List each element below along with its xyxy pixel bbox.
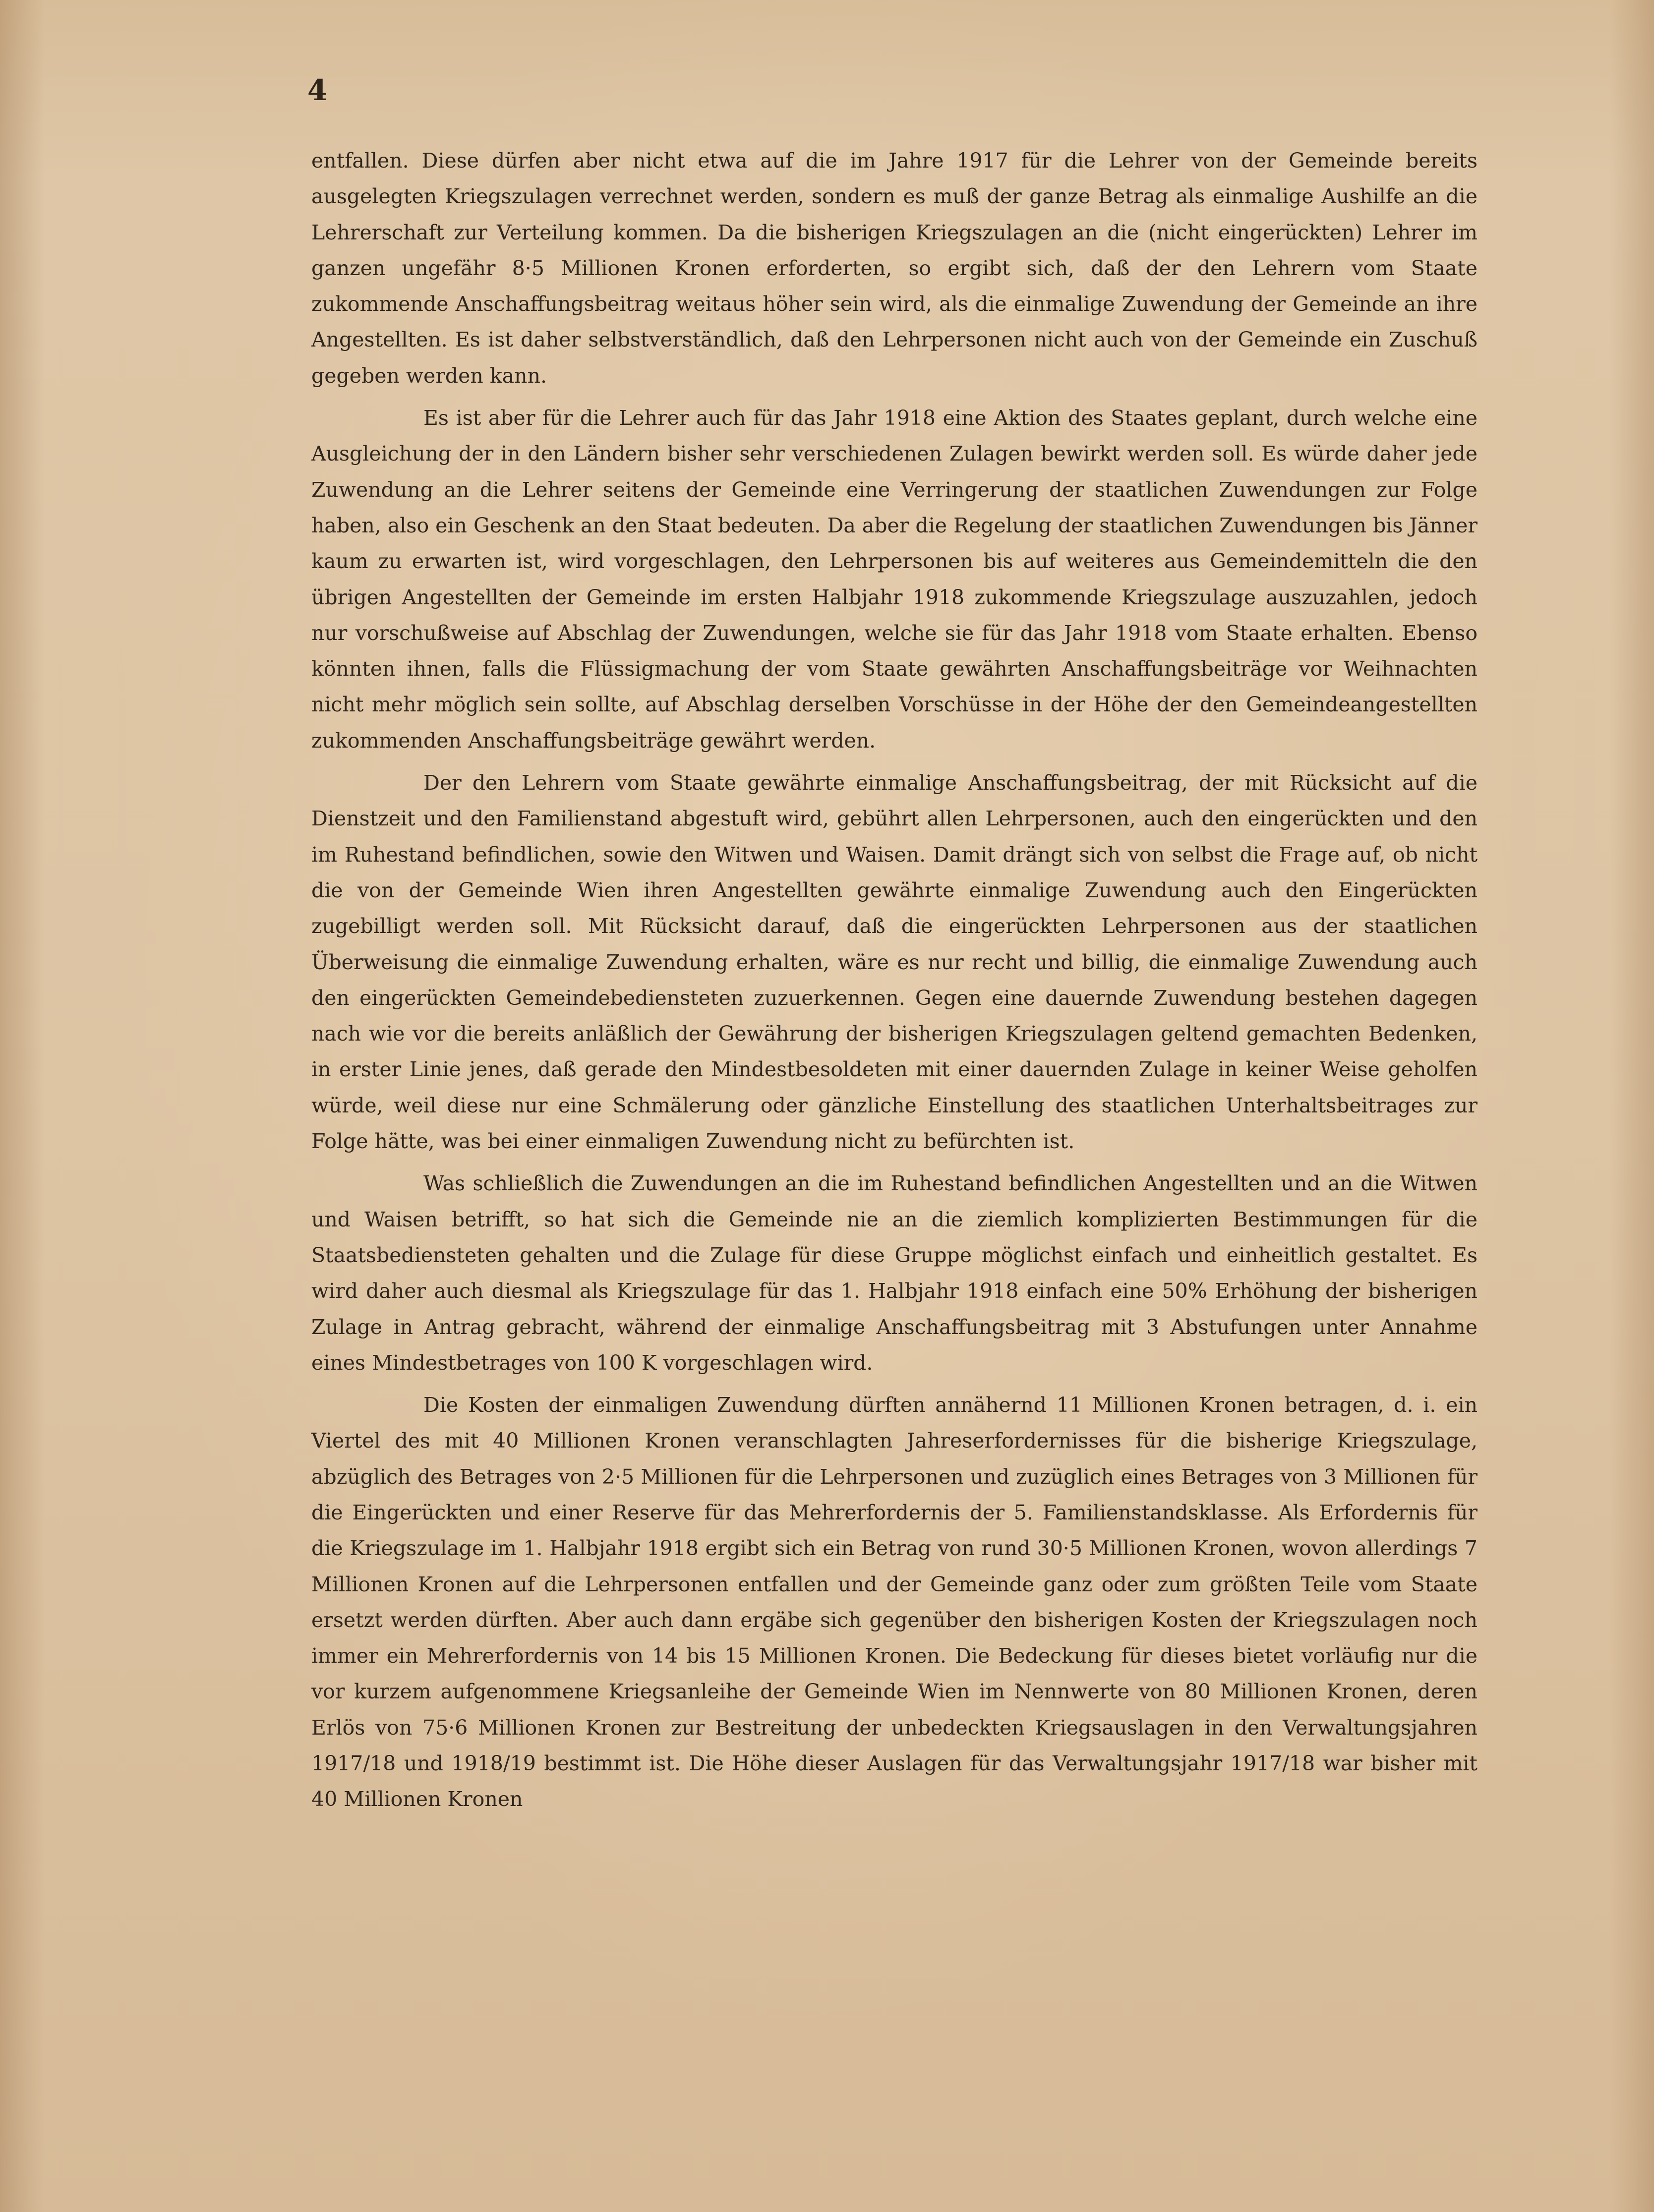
paragraph-4: Was schließlich die Zuwendungen an die im Ruhestand befindlichen Angestellten und an die Witwen und Waisen betrifft, so hat sich die Gemeinde nie an die ziemlich komplizierten Bestimmungen für die Staatsbediensteten gehalten und die Zulage für diese Gruppe möglichst einfach und einheitlich gestaltet. Es wird daher auch diesmal als Kriegszulage für das 1. Halbjahr 1918 einfach eine 50% Erhöhung der bisherigen Zulage in Antrag gebracht, während der einmalige Anschaffungsbeitrag mit 3 Abstufungen unter Annahme eines Mindestbetrages von 100 K vorgeschlagen wird. [311,1171,1477,1375]
page-edge-left [0,0,45,2212]
page-number: 4 [307,73,328,107]
paragraph-1: entfallen. Diese dürfen aber nicht etwa auf die im Jahre 1917 für die Lehrer von der Gemeinde bereits ausgelegten Kriegszulagen verrechnet werden, sondern es muß der ganze Betrag als einmalige Aushilfe an die Lehrerschaft zur Verteilung kommen. Da die bisherigen Kriegszulagen an die (nicht eingerückten) Lehrer im ganzen ungefähr 8·5 Millionen Kronen erforderten, so ergibt sich, daß der den Lehrern vom Staate zukommende Anschaffungsbeitrag weitaus höher sein wird, als die einmalige Zuwendung der Gemeinde an ihre Angestellten. Es ist daher selbstverständlich, daß den Lehrpersonen nicht auch von der Gemeinde ein Zuschuß gegeben werden kann. [311,149,1477,388]
paragraph-5: Die Kosten der einmaligen Zuwendung dürften annähernd 11 Millionen Kronen betragen, d. i. ein Viertel des mit 40 Millionen Kronen veranschlagten Jahreserfordernisses für die bisherige Kriegszulage, abzüglich des Betrages von 2·5 Millionen für die Lehrpersonen und zuzüglich eines Betrages von 3 Millionen für die Eingerückten und einer Reserve für das Mehrerfordernis der 5. Familienstandsklasse. Als Erfordernis für die Kriegszulage im 1. Halbjahr 1918 ergibt sich ein Betrag von rund 30·5 Millionen Kronen, wovon allerdings 7 Millionen Kronen auf die Lehrpersonen entfallen und der Gemeinde ganz oder zum größten Teile vom Staate ersetzt werden dürften. Aber auch dann ergäbe sich gegenüber den bisherigen Kosten der Kriegszulagen noch immer ein Mehrerfordernis von 14 bis 15 Millionen Kronen. Die Bedeckung für dieses bietet vorläufig nur die vor kurzem aufgenommene Kriegsanleihe der Gemeinde Wien im Nennwerte von 80 Millionen Kronen, deren Erlös von 75·6 Millionen Kronen zur Bestreitung der unbedeckten Kriegsauslagen in den Verwaltungsjahren 1917/18 und 1918/19 bestimmt ist. Die Höhe dieser Auslagen für das Verwaltungsjahr 1917/18 war bisher mit 40 Millionen Kronen [311,1393,1477,1811]
page-edge-right [1609,0,1654,2212]
paragraph-3: Der den Lehrern vom Staate gewährte einmalige Anschaffungsbeitrag, der mit Rücksicht auf die Dienstzeit und den Familienstand abgestuft wird, gebührt allen Lehrpersonen, auch den eingerückten und den im Ruhestand befindlichen, sowie den Witwen und Waisen. Damit drängt sich von selbst die Frage auf, ob nicht die von der Gemeinde Wien ihren Angestellten gewährte einmalige Zuwendung auch den Eingerückten zugebilligt werden soll. Mit Rücksicht darauf, daß die eingerückten Lehrpersonen aus der staatlichen Überweisung die einmalige Zuwendung erhalten, wäre es nur recht und billig, die einmalige Zuwendung auch den eingerückten Gemeindebediensteten zuzuerkennen. Gegen eine dauernde Zuwendung bestehen dagegen nach wie vor die bereits anläßlich der Gewährung der bisherigen Kriegszulagen geltend gemachten Bedenken, in erster Linie jenes, daß gerade den Mindestbesoldeten mit einer dauernden Zulage in keiner Weise geholfen würde, weil diese nur eine Schmälerung oder gänzliche Einstellung des staatlichen Unterhaltsbeitrages zur Folge hätte, was bei einer einmaligen Zuwendung nicht zu befürchten ist. [311,771,1477,1154]
body-text [311,143,1477,1824]
paragraph-2: Es ist aber für die Lehrer auch für das Jahr 1918 eine Aktion des Staates geplant, durch welche eine Ausgleichung der in den Ländern bisher sehr verschiedenen Zulagen bewirkt werden soll. Es würde daher jede Zuwendung an die Lehrer seitens der Gemeinde eine Verringerung der staatlichen Zuwendungen zur Folge haben, also ein Geschenk an den Staat bedeuten. Da aber die Regelung der staatlichen Zuwendungen bis Jänner kaum zu erwarten ist, wird vorgeschlagen, den Lehrpersonen bis auf weiteres aus Gemeindemitteln die den übrigen Angestellten der Gemeinde im ersten Halbjahr 1918 zukommende Kriegszulage auszuzahlen, jedoch nur vorschußweise auf Abschlag der Zuwendungen, welche sie für das Jahr 1918 vom Staate erhalten. Ebenso könnten ihnen, falls die Flüssigmachung der vom Staate gewährten Anschaffungsbeiträge vor Weihnachten nicht mehr möglich sein sollte, auf Abschlag derselben Vorschüsse in der Höhe der den Gemeindeangestellten zukommenden Anschaffungsbeiträge gewährt werden. [311,406,1477,753]
